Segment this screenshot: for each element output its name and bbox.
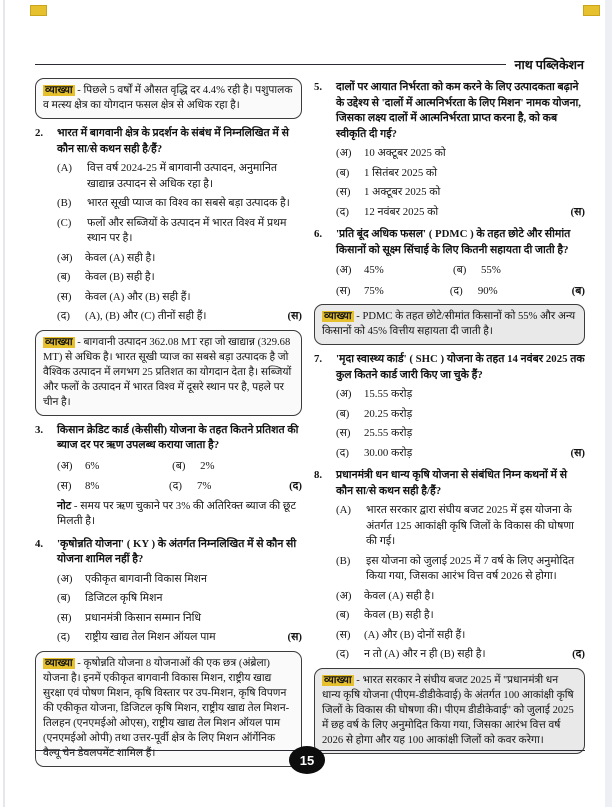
statement-text: फलों और सब्जियों के उत्पादन में भारत विश्व में प्रथम स्थान पर है। (87, 216, 287, 244)
option-text: 10 अक्टूबर 2025 को (364, 147, 446, 159)
option (336, 166, 585, 182)
question-title: 'प्रति बूंद अधिक फसल' ( PDMC ) के तहत छोटे और सीमांत किसानों को सूक्ष्म सिंचाई के लिए कितनी सहायता दी जाती है? (336, 228, 571, 256)
option-label: (ब) (336, 166, 350, 179)
question-body (57, 126, 302, 325)
option-label: (ब) (336, 407, 350, 420)
option-label: (द) (336, 446, 349, 459)
option (57, 251, 302, 267)
explanation-label: व्याख्या (45, 657, 73, 669)
left-column (35, 73, 302, 773)
option (336, 185, 585, 201)
option-text: केवल (B) सही है। (364, 609, 434, 621)
explanation-box (314, 668, 585, 754)
option-label: (अ) (57, 459, 73, 472)
option-label: (स) (57, 290, 72, 303)
option-text: 90% (477, 284, 498, 297)
option (57, 459, 172, 475)
question-title: प्रधानमंत्री धन धान्य कृषि योजना से संबंधित निम्न कथनों में से कौन सा/से कथन सही है/हैं? (336, 469, 567, 497)
answer-key: (ब) (571, 284, 585, 297)
option (172, 459, 287, 475)
note-text: समय पर ऋण चुकाने पर 3% की अतिरिक्त ब्याज की छूट मिलती है। (57, 499, 296, 527)
explanation-label: व्याख्या (324, 311, 352, 322)
explanation-box (35, 330, 302, 416)
statement-row (336, 554, 585, 585)
question-block (35, 537, 302, 646)
option-label: (द) (449, 284, 463, 297)
option-label: (अ) (57, 251, 73, 264)
header-rule (35, 64, 506, 65)
option-label: (द) (336, 648, 349, 660)
question-block (35, 126, 302, 325)
option (336, 387, 585, 403)
option (336, 407, 585, 423)
option (336, 628, 585, 644)
option-text: एकीकृत बागवानी विकास मिशन (85, 572, 208, 585)
question-block (35, 423, 302, 530)
option-label: (ब) (57, 271, 71, 283)
option-label: (अ) (57, 572, 73, 585)
question-number: 6. (314, 228, 323, 240)
question-body (57, 423, 302, 530)
page-number-badge: 15 (289, 746, 325, 774)
question-number: 2. (35, 127, 44, 139)
option-label: (द) (169, 480, 182, 492)
statement-text: इस योजना को जुलाई 2025 में 7 वर्ष के लिए अनुमोदित किया गया, जिसका आरंभ वित्त वर्ष 2026 से होगा। (366, 554, 575, 582)
option-label: (अ) (336, 388, 352, 400)
question-block (314, 227, 585, 299)
option (57, 630, 302, 646)
option-text: 7% (197, 480, 212, 492)
option-text: 2% (200, 459, 215, 472)
option-row (336, 263, 585, 279)
statement-text: भारत सरकार द्वारा संघीय बजट 2025 में इस योजना के अंतर्गत 125 आकांक्षी कृषि जिलों के विकास की घोषणा की गई। (366, 504, 574, 547)
option-label: (स) (57, 611, 72, 624)
answer-key: (स) (570, 446, 585, 459)
option (453, 263, 570, 279)
statement-label: (C) (57, 216, 72, 229)
explanation-dash: - (74, 336, 84, 348)
option-text: डिजिटल कृषि मिशन (85, 592, 163, 604)
option (450, 284, 564, 300)
option-label: (ब) (172, 459, 186, 472)
statement-row (336, 503, 585, 550)
option (336, 146, 585, 162)
explanation-box (314, 304, 585, 345)
option (336, 205, 585, 221)
option-text: केवल (A) सही है। (364, 589, 435, 602)
option-text: 1 अक्टूबर 2025 को (364, 186, 441, 198)
publisher-name: नाथ पब्लिकेशन (514, 58, 584, 72)
question-title: भारत में बागवानी क्षेत्र के प्रदर्शन के संबंध में निम्नलिखित में से कौन सा/से कथन सही है/हैं? (57, 127, 289, 155)
content-columns (35, 73, 585, 773)
explanation-text: पिछले 5 वर्षों में औसत वृद्धि दर 4.4% रही है। पशुपालक व मत्स्य क्षेत्र का योगदान फसल क्षेत्र से अधिक रहा है। (43, 85, 293, 111)
explanation-dash: - (74, 657, 84, 669)
note-row (57, 499, 302, 530)
option-label: (स) (336, 186, 351, 198)
option-label: (ब) (453, 264, 467, 276)
question-block (314, 352, 585, 461)
option-label: (ब) (336, 609, 350, 621)
corner-highlight-mark-right (583, 5, 600, 16)
option-label: (अ) (336, 147, 352, 159)
option-label: (अ) (336, 264, 352, 276)
option (57, 479, 169, 495)
explanation-text: भारत सरकार ने संघीय बजट 2025 में ''प्रधानमंत्री धन धान्य कृषि योजना (पीएम-डीडीकेवाई) के अंतर्गत 100 आकांक्षी कृषि जिलों के विकास की घोषणा की। पीएम डीडीकेवाई'' को जुलाई 2025 में छह वर्ष के लिए अनुमोदित किया गया, जिसका आरंभ वित्त वर्ष 2026 से होगा और यह 100 आकांक्षी जिलों को कवर करेगा। (322, 674, 574, 746)
option-text: 8% (85, 480, 100, 492)
question-number: 4. (35, 537, 44, 550)
explanation-label: व्याख्या (45, 85, 73, 96)
option-label: (ब) (57, 592, 71, 604)
option-text: 1 सितंबर 2025 को (364, 166, 438, 179)
option-label: (स) (336, 284, 351, 297)
option-text: (A), (B) और (C) तीनों सही हैं। (85, 310, 207, 322)
option-text: 75% (364, 284, 384, 297)
option-text: (A) और (B) दोनों सही हैं। (364, 628, 466, 641)
option (57, 591, 302, 607)
explanation-dash: - (353, 311, 363, 322)
answer-key: (द) (289, 480, 302, 492)
option-label: (द) (336, 205, 349, 218)
option-text: केवल (A) सही है। (85, 251, 156, 264)
option-text: 6% (85, 459, 100, 472)
right-column (314, 73, 585, 760)
question-number: 5. (314, 81, 323, 93)
option-label: (स) (336, 628, 351, 641)
option-row (57, 479, 302, 495)
answer-key: (स) (287, 631, 302, 643)
option (57, 572, 302, 588)
option-label: (स) (57, 480, 72, 492)
question-body (336, 352, 585, 461)
question-title: 'मृदा स्वास्थ्य कार्ड' ( SHC ) योजना के तहत 14 नवंबर 2025 तक कुल कितने कार्ड जारी किए जा चुके हैं? (336, 353, 585, 381)
page-edge-shadow-left (3, 0, 5, 807)
explanation-box (35, 78, 302, 119)
statement-text: भारत सूखी प्याज का विश्व का सबसे बड़ा उत्पादक है। (87, 197, 290, 209)
question-title: दालों पर आयात निर्भरता को कम करने के लिए उत्पादकता बढ़ाने के उद्देश्य से 'दालों में आत्मनिर्भरता के लिए मिशन' नामक योजना, जिसका लक्ष्य दालों में आत्मनिर्भरता प्राप्त करना है, को कब स्वीकृति दी गई? (336, 81, 582, 140)
option (57, 611, 302, 627)
option (336, 589, 585, 605)
note-dash: - (71, 499, 81, 512)
question-block (314, 80, 585, 220)
statement-label: (A) (336, 504, 351, 516)
option-text: 25.55 करोड़ (364, 427, 413, 439)
question-block (314, 468, 585, 663)
option-label: (द) (57, 310, 70, 322)
option-text: 15.55 करोड़ (364, 388, 413, 400)
answer-key: (स) (287, 310, 302, 322)
statement-label: (A) (57, 162, 72, 174)
page-header (35, 56, 584, 73)
statement-text: वित्त वर्ष 2024-25 में बागवानी उत्पादन, अनुमानित खाद्यान्न उत्पादन से अधिक रहा है। (87, 162, 278, 190)
option-text: 12 नवंबर 2025 को (364, 205, 439, 218)
option-text: केवल (A) और (B) सही हैं। (85, 290, 191, 303)
option-text: न तो (A) और न ही (B) सही है। (364, 648, 486, 660)
question-number: 8. (314, 469, 323, 481)
option-row (57, 459, 302, 475)
option (336, 263, 453, 279)
option-label: (स) (336, 427, 351, 439)
note-label: नोट (57, 499, 72, 512)
answer-key: (स) (570, 205, 585, 218)
option (336, 284, 450, 300)
statement-label: (B) (336, 554, 351, 567)
option-text: 45% (364, 264, 384, 276)
explanation-text: कृषोन्नति योजना 8 योजनाओं की एक छत्र (अंब्रेला) योजना है। इनमें एकीकृत बागवानी विकास मिशन, राष्ट्रीय खाद्य सुरक्षा एवं पोषण मिशन, कृषि विस्तार पर उप-मिशन, कृषि विपणन की एकीकृत योजना, डिजिटल कृषि मिशन, राष्ट्रीय खाद्य तेल मिशन-तिलहन (एनएमईओ ओएस), राष्ट्रीय खाद्य तेल मिशन ऑयल पाम (एनएमईओ ओपी) तथा उत्तर-पूर्वी क्षेत्र के लिए मिशन ऑर्गेनिक वैल्यू चेन डेवलपमेंट शामिल हैं। (43, 657, 290, 759)
question-body (57, 537, 302, 646)
option-label: (द) (57, 631, 70, 643)
option (336, 608, 585, 624)
option (57, 309, 302, 325)
statement-row (57, 161, 302, 192)
corner-highlight-mark-left (30, 5, 47, 16)
explanation-label: व्याख्या (45, 336, 73, 348)
explanation-text: PDMC के तहत छोटे/सीमांत किसानों को 55% और अन्य किसानों को 45% वित्तीय सहायता दी जाती है। (322, 311, 576, 337)
question-number: 3. (35, 423, 44, 436)
option (57, 270, 302, 286)
explanation-dash: - (353, 674, 363, 686)
explanation-label: व्याख्या (324, 674, 352, 686)
option-text: राष्ट्रीय खाद्य तेल मिशन ऑयल पाम (85, 631, 216, 643)
option (336, 647, 585, 663)
option-text: केवल (B) सही है। (85, 271, 155, 283)
question-title: किसान क्रेडिट कार्ड (केसीसी) योजना के तहत कितने प्रतिशत की ब्याज दर पर ऋण उपलब्ध कराया जाता है? (57, 423, 299, 451)
page-edge-shadow-right (605, 0, 612, 807)
question-title: 'कृषोन्नति योजना' ( KY ) के अंतर्गत निम्नलिखित में से कौन सी योजना शामिल नहीं है? (57, 537, 297, 565)
explanation-dash: - (74, 85, 84, 96)
option (57, 290, 302, 306)
option-row (336, 284, 585, 300)
option (336, 446, 585, 462)
option-text: प्रधानमंत्री किसान सम्मान निधि (85, 611, 202, 624)
explanation-text: बागवानी उत्पादन 362.08 MT रहा जो खाद्यान्न (329.68 MT) से अधिक है। भारत सूखी प्याज का सबसे बड़ा उत्पादक है जो वैश्विक उत्पादन में लगभग 25 प्रतिशत का योगदान देता है। सब्जियों और फलों के उत्पादन में भारत विश्व में दूसरे स्थान पर है, पहले पर चीन है। (43, 336, 292, 408)
question-body (336, 80, 585, 220)
question-body (336, 227, 585, 299)
statement-label: (B) (57, 197, 72, 209)
statement-row (57, 216, 302, 247)
answer-key: (द) (572, 648, 585, 660)
option (336, 426, 585, 442)
option-label: (अ) (336, 589, 352, 602)
question-number: 7. (314, 353, 323, 365)
option-text: 20.25 करोड़ (364, 407, 413, 420)
option-text: 55% (481, 264, 501, 276)
option (169, 479, 281, 495)
statement-row (57, 196, 302, 212)
question-body (336, 468, 585, 663)
option-text: 30.00 करोड़ (364, 446, 413, 459)
